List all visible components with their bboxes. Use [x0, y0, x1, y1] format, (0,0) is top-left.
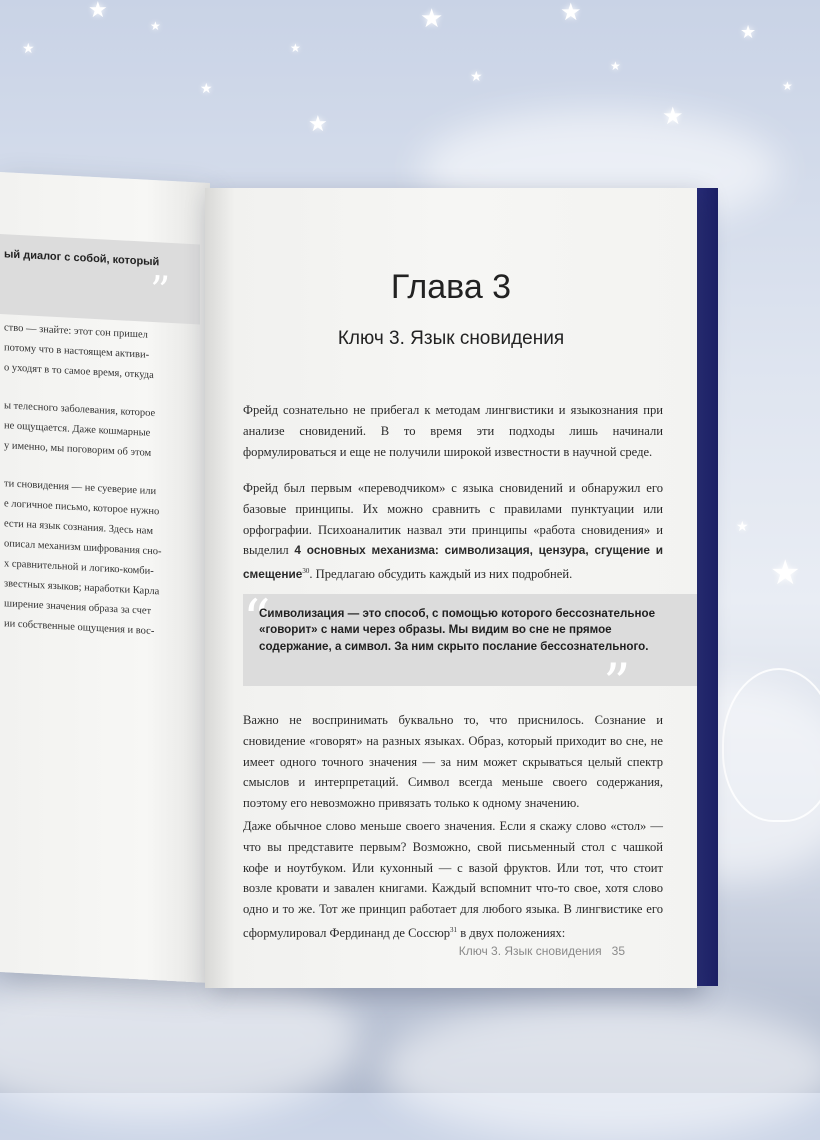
quote-text: Символизация — это способ, с помощью которого бессознательное «говорит» с нами через образы. Мы видим во сне не прямое содержание, а символ. За ним скрыто послание бессознательного. [259, 607, 656, 653]
page-footer [459, 944, 625, 958]
chapter-subtitle: Ключ 3. Язык сновидения [337, 328, 565, 349]
left-text-line: х сравнительной и логико-комби- [4, 558, 154, 578]
left-text-line: е логичное письмо, которое нужно [4, 498, 160, 518]
footer-title: Ключ 3. Язык сновидения [458, 944, 602, 958]
star-icon: ★ [610, 59, 621, 73]
left-text-line: звестных языков; наработки Карла [4, 578, 160, 598]
star-icon: ★ [736, 519, 749, 535]
left-text-line: ти сновидения — не суеверие или [4, 478, 157, 498]
paragraph-bold: 4 основных механизма: символизация, цензура, сгущение и смещение [243, 543, 663, 582]
left-text-line: ство — знайте: этот сон пришел [4, 322, 148, 341]
left-text-line: ширение значения образа за счет [4, 598, 152, 617]
paragraph-text: Даже обычное слово меньше своего значения. Если я скажу слово «стол» — что вы представите первым? Возможно, свой письменный стол с чашкой кофе и ноутбуком. Или кухонный — с вазой фруктов. Или тот, что стоит возле кровати и завален книгами. Каждый вспомнит что-то свое, хотя слово одно и то же. Тот же принцип работает для любого языка. В лингвистике его сформулировал Фердинанд де Соссюр [243, 819, 663, 941]
close-quote-icon: ” [603, 652, 631, 715]
star-icon: ★ [782, 79, 793, 93]
paragraph: Важно не воспринимать буквально то, что приснилось. Сознание и сновидение «говорят» на разных языках. Образ, который приходит во сне, не имеет одного точного значения — за ним может скрываться целый спектр смыслов и интерпретаций. Символ всегда меньше своего содержания, поэтому его невозможно привязать только к одному значению. [243, 713, 663, 811]
star-icon: ★ [770, 553, 801, 593]
star-icon: ★ [470, 69, 483, 85]
star-icon: ★ [308, 112, 328, 137]
left-text-line: ы телесного заболевания, которое [4, 400, 156, 420]
hot-air-balloon-icon [722, 668, 820, 822]
right-page [205, 188, 697, 988]
star-icon: ★ [88, 0, 108, 23]
star-icon: ★ [420, 4, 444, 34]
footnote-ref: 30 [302, 567, 310, 576]
star-icon: ★ [560, 0, 582, 26]
paragraph [243, 478, 663, 585]
left-text-line: описал механизм шифрования сно- [4, 538, 162, 558]
page-number: 35 [611, 944, 625, 958]
left-banner-text: ый диалог с собой, который [4, 248, 160, 269]
left-text-line: ести на язык сознания. Здесь нам [4, 518, 153, 538]
paragraph-text: в двух положениях: [457, 926, 566, 941]
open-quote-icon: “ [243, 588, 271, 651]
left-text-line: ии собственные ощущения и вос- [4, 618, 155, 638]
star-icon: ★ [740, 22, 757, 43]
left-text-line: потому что в настоящем активи- [4, 342, 150, 361]
footnote-ref: 31 [450, 925, 458, 934]
star-icon: ★ [150, 19, 161, 33]
left-quote-banner [0, 234, 200, 324]
cloud [380, 1000, 820, 1140]
paragraph-text: Фрейд был первым «переводчиком» с языка сновидений и обнаружил его базовые принципы. Их можно сравнить с правилами пунктуации или орфографии. Психоаналитик назвал эти принципы «работа сновидения» и выделил [243, 481, 663, 558]
star-icon: ★ [662, 102, 684, 130]
left-text-line: у именно, мы поговорим об этом [4, 440, 152, 459]
left-text-line: о уходят в то самое время, откуда [4, 362, 154, 382]
star-icon: ★ [290, 41, 301, 55]
paragraph: Фрейд сознательно не прибегал к методам лингвистики и языкознания при анализе сновидений. В то время эти подходы лишь начинали формулироваться и еще не получили широкой известности в научной среде. [243, 403, 663, 459]
paragraph-text: . Предлагаю обсудить каждый из них подробней. [309, 567, 573, 582]
star-icon: ★ [200, 81, 213, 97]
chapter-title: Глава 3 [390, 268, 512, 306]
paragraph [243, 816, 663, 944]
star-icon: ★ [22, 41, 35, 57]
left-text-line: не ощущается. Даже кошмарные [4, 420, 151, 439]
close-quote-icon: ” [150, 267, 171, 315]
left-page [0, 172, 210, 983]
